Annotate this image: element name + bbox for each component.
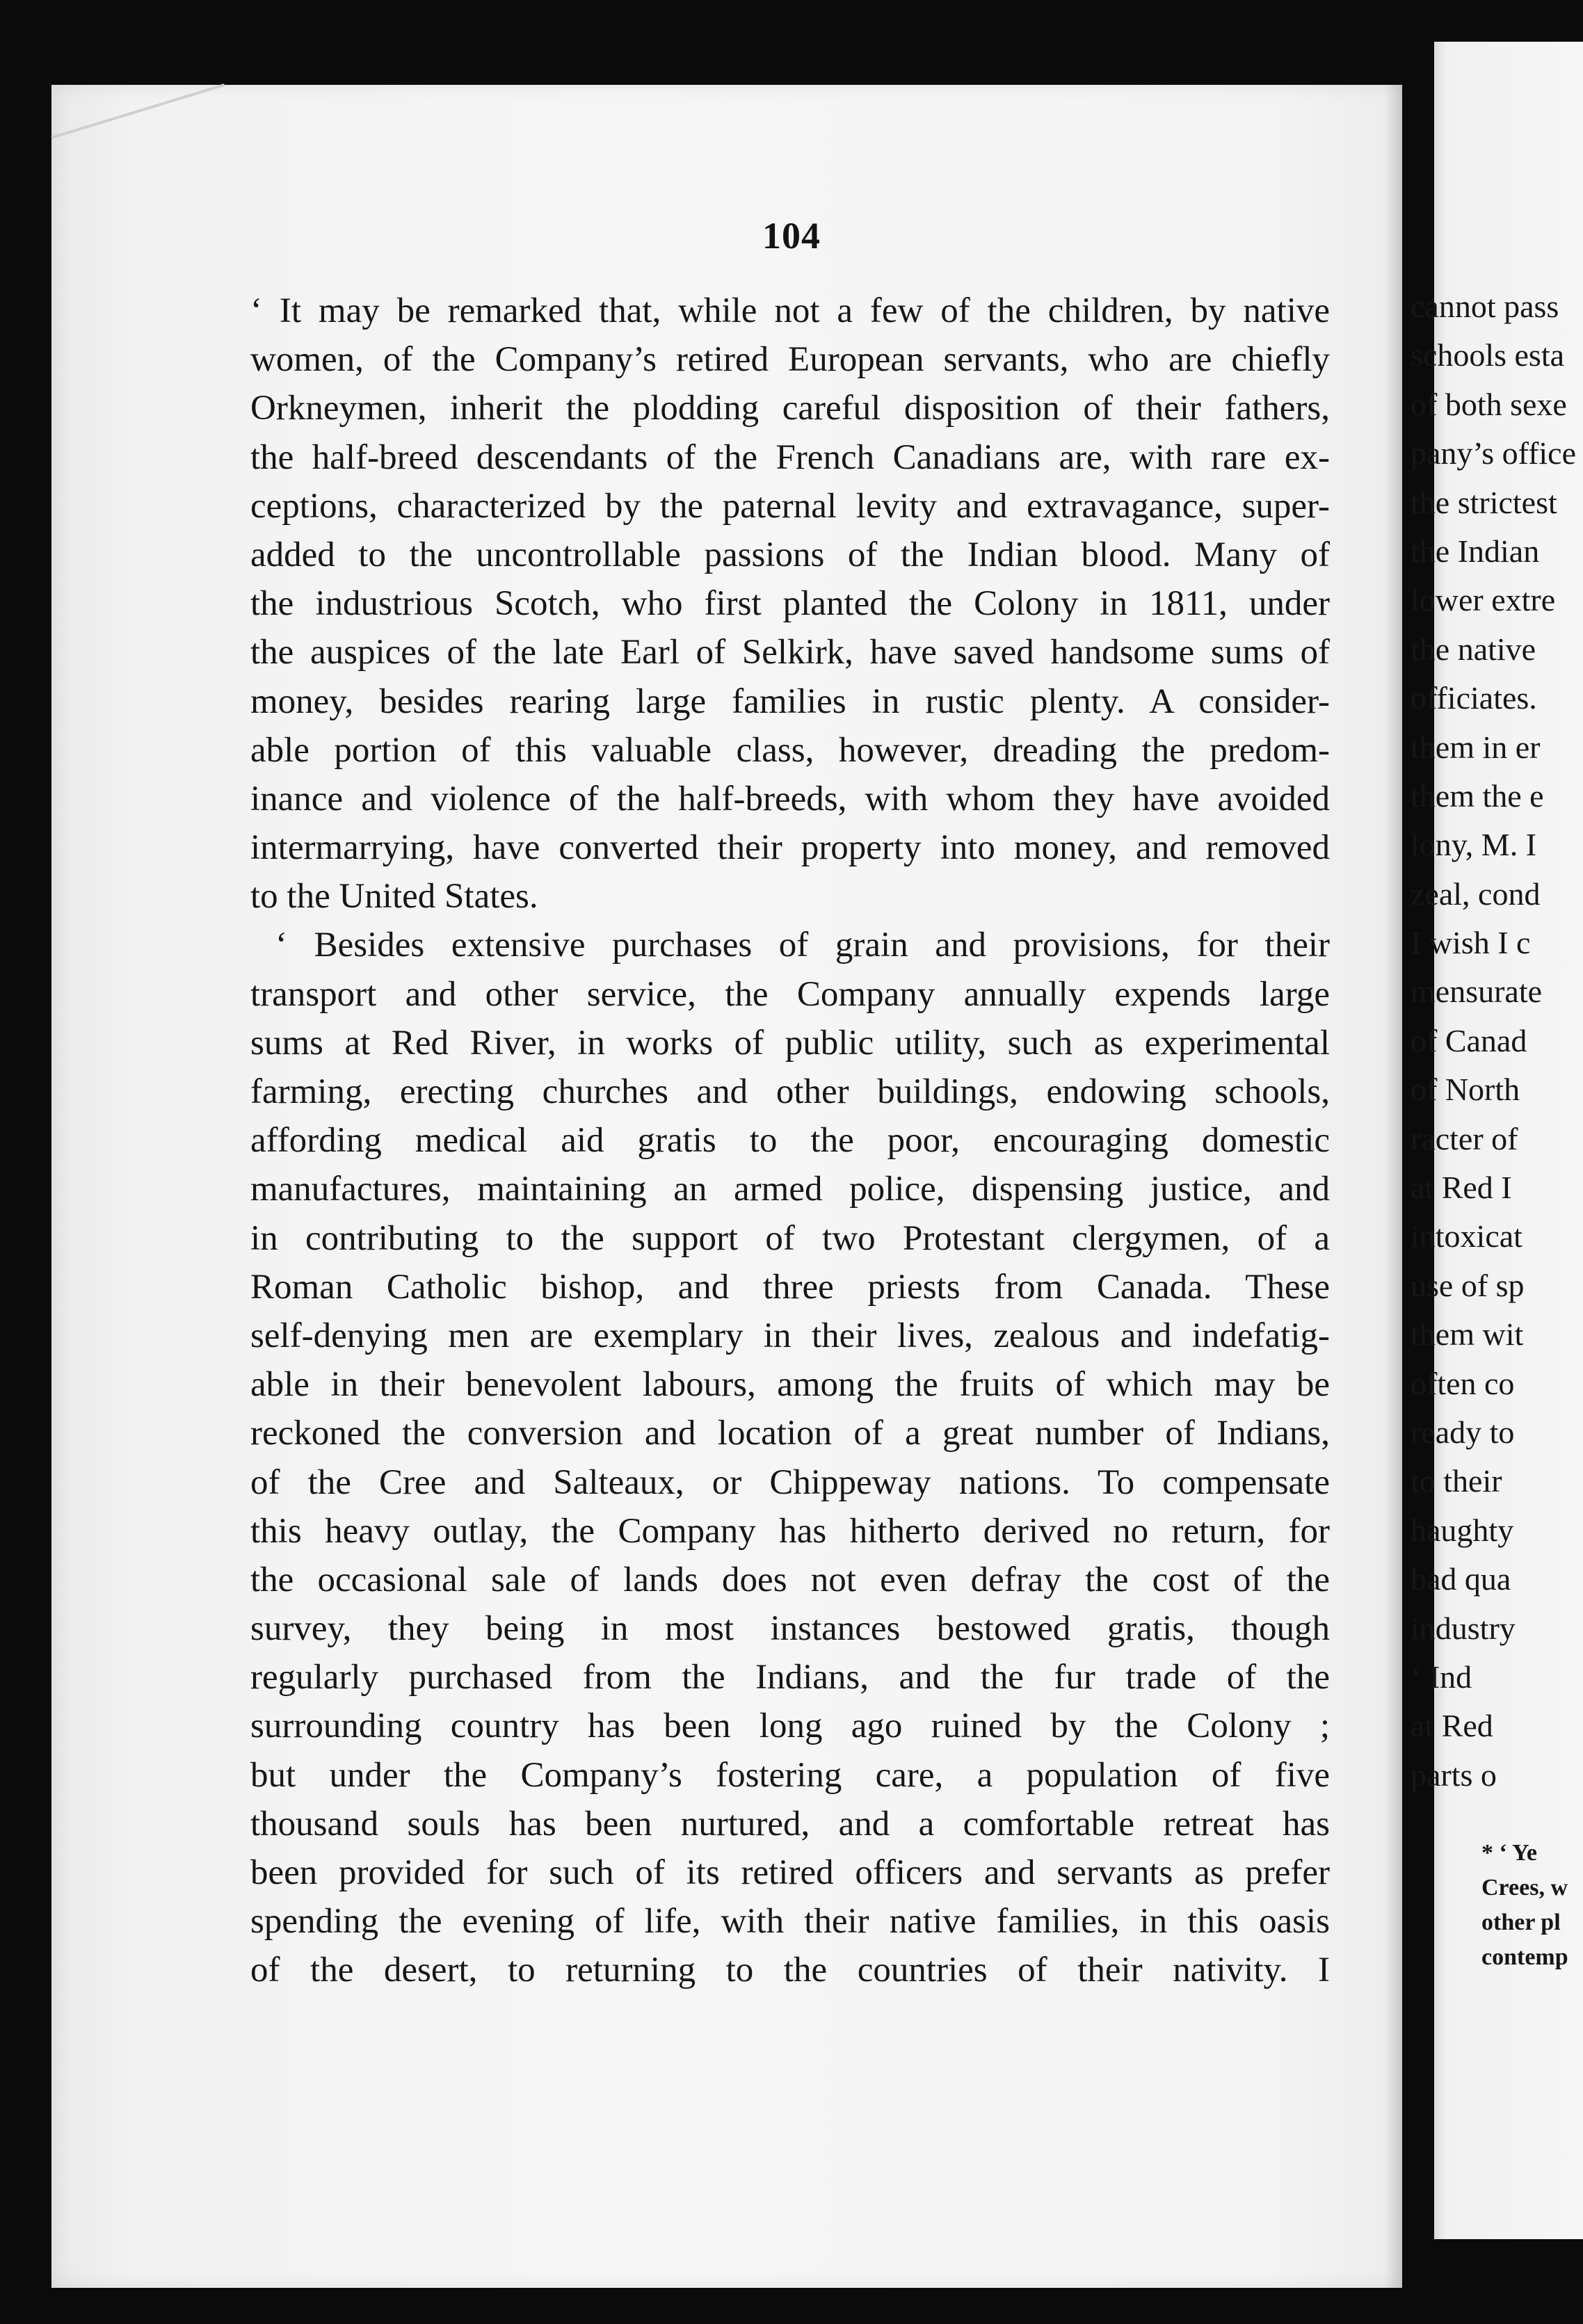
text-line: intermarrying, have converted their property into money, and removed — [250, 828, 1330, 868]
right-text-line: racter of — [1411, 1120, 1518, 1156]
text-line: the occasional sale of lands does not even defray the cost of the — [250, 1560, 1330, 1599]
right-text-line: lony, M. I — [1411, 827, 1537, 863]
right-text-line: parts o — [1411, 1757, 1497, 1793]
right-text-line: the Indian — [1411, 533, 1540, 569]
right-text-line: industry — [1411, 1610, 1516, 1646]
right-text-line: them the e — [1411, 777, 1544, 814]
right-text-line: of North — [1411, 1072, 1520, 1108]
text-line: inance and violence of the half-breeds, with whom they have avoided — [250, 779, 1330, 818]
right-text-line: cannot pass — [1411, 289, 1559, 324]
text-line: the industrious Scotch, who first planted the Colony in 1811, under — [250, 584, 1330, 624]
text-line: spending the evening of life, with their native families, in this oasis — [250, 1902, 1330, 1942]
right-text-line: at Red I — [1411, 1170, 1512, 1206]
text-line: surrounding country has been long ago ruined by the Colony ; — [250, 1706, 1330, 1746]
text-line: thousand souls has been nurtured, and a comfortable retreat has — [250, 1804, 1330, 1843]
text-line: but under the Company’s fostering care, a population of five — [250, 1755, 1330, 1795]
text-line: added to the uncontrollable passions of the Indian blood. Many of — [250, 535, 1330, 574]
text-line: self-denying men are exemplary in their lives, zealous and indefatig- — [250, 1316, 1330, 1355]
text-line: sums at Red River, in works of public utility, such as experimental — [250, 1023, 1330, 1063]
right-text-line: of Canad — [1411, 1022, 1527, 1058]
footnote-line: other pl — [1481, 1910, 1561, 1935]
right-text-line: the strictest — [1411, 484, 1557, 520]
right-text-line: zeal, cond — [1411, 875, 1541, 912]
text-line: manufactures, maintaining an armed police, dispensing justice, and — [250, 1170, 1330, 1209]
right-text-line: lower extre — [1411, 582, 1556, 618]
text-line: in contributing to the support of two Protestant clergymen, of a — [250, 1218, 1330, 1258]
footnote-line: Crees, w — [1481, 1875, 1568, 1901]
right-text-line: intoxicat — [1411, 1218, 1522, 1254]
text-line: this heavy outlay, the Company has hitherto derived no return, for — [250, 1511, 1330, 1551]
right-text-line: schools esta — [1411, 337, 1565, 373]
text-line: survey, they being in most instances bestowed gratis, though — [250, 1609, 1330, 1649]
text-line: money, besides rearing large families in rustic plenty. A consider- — [250, 681, 1330, 721]
text-line: ceptions, characterized by the paternal levity and extravagance, super- — [250, 486, 1330, 526]
right-page-text-fragment — [1411, 282, 1583, 1800]
right-text-line: I wish I c — [1411, 925, 1531, 961]
text-line: ‘ It may be remarked that, while not a few of the children, by native — [250, 291, 1330, 330]
page-gutter-shadow — [1384, 85, 1402, 2288]
text-line: affording medical aid gratis to the poor, encouraging domestic — [250, 1121, 1330, 1161]
page-number: 104 — [762, 215, 821, 257]
right-text-line: mensurate — [1411, 974, 1543, 1010]
footnote-line: * ‘ Ye — [1481, 1840, 1537, 1866]
right-text-line: them in er — [1411, 729, 1541, 765]
footnote-line: contemp — [1481, 1944, 1568, 1970]
right-text-line: officiates. — [1411, 680, 1537, 716]
text-line: transport and other service, the Company annually expends large — [250, 974, 1330, 1014]
text-line: the auspices of the late Earl of Selkirk, have saved handsome sums of — [250, 633, 1330, 672]
text-line: reckoned the conversion and location of a great number of Indians, — [250, 1414, 1330, 1453]
right-text-line: often co — [1411, 1365, 1515, 1401]
right-page-footnote-fragment — [1481, 1836, 1568, 1975]
text-line: of the desert, to returning to the countries of their nativity. I — [250, 1951, 1330, 1990]
right-text-line: at Red — [1411, 1708, 1493, 1744]
text-line: able portion of this valuable class, however, dreading the predom- — [250, 730, 1330, 770]
right-text-line: haughty — [1411, 1512, 1514, 1548]
right-text-line: the native — [1411, 631, 1536, 667]
text-line: Roman Catholic bishop, and three priests from Canada. These — [250, 1267, 1330, 1307]
text-line: Orkneymen, inherit the plodding careful disposition of their fathers, — [250, 389, 1330, 428]
text-line: able in their benevolent labours, among the fruits of which may be — [250, 1365, 1330, 1405]
right-text-line: to their — [1411, 1463, 1502, 1499]
text-line: of the Cree and Salteaux, or Chippeway nations. To compensate — [250, 1462, 1330, 1502]
right-text-line: pany’s office — [1411, 435, 1577, 471]
right-text-line: of both sexe — [1411, 386, 1567, 422]
right-text-line: use of sp — [1411, 1267, 1525, 1303]
text-line: to the United States. — [250, 877, 538, 917]
text-line: farming, erecting churches and other buildings, endowing schools, — [250, 1072, 1330, 1111]
text-line: women, of the Company’s retired European servants, who are chiefly — [250, 340, 1330, 380]
right-text-line: them wit — [1411, 1316, 1524, 1353]
text-line: ‘ Besides extensive purchases of grain and provisions, for their — [275, 926, 1330, 965]
right-text-line: ready to — [1411, 1414, 1515, 1450]
text-line: the half-breed descendants of the French Canadians are, with rare ex- — [250, 437, 1330, 477]
left-page-body-text — [250, 287, 1330, 1995]
text-line: regularly purchased from the Indians, and the fur trade of the — [250, 1658, 1330, 1697]
right-text-line: bad qua — [1411, 1561, 1511, 1597]
right-text-line: ‘ Ind — [1411, 1659, 1472, 1695]
text-line: been provided for such of its retired officers and servants as prefer — [250, 1853, 1330, 1892]
